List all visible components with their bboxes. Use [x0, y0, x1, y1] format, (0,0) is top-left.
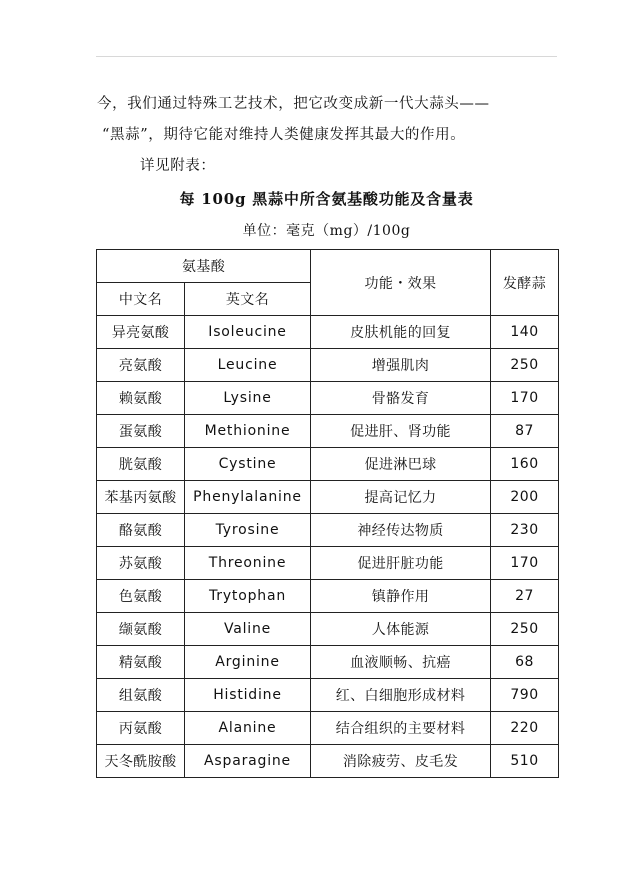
amino-english-name: Phenylalanine — [185, 481, 311, 514]
amino-chinese-name: 缬氨酸 — [97, 613, 185, 646]
amino-content-value: 220 — [491, 712, 559, 745]
amino-chinese-name: 精氨酸 — [97, 646, 185, 679]
amino-english-name: Lysine — [185, 382, 311, 415]
amino-function: 神经传达物质 — [311, 514, 491, 547]
amino-content-value: 250 — [491, 349, 559, 382]
amino-content-value: 27 — [491, 580, 559, 613]
amino-content-value: 160 — [491, 448, 559, 481]
amino-english-name: Trytophan — [185, 580, 311, 613]
amino-chinese-name: 苏氨酸 — [97, 547, 185, 580]
amino-chinese-name: 酪氨酸 — [97, 514, 185, 547]
table-body — [97, 316, 559, 778]
table-row — [97, 580, 559, 613]
header-amino-acid: 氨基酸 — [97, 250, 311, 283]
amino-english-name: Alanine — [185, 712, 311, 745]
amino-content-value: 140 — [491, 316, 559, 349]
amino-content-value: 87 — [491, 415, 559, 448]
amino-chinese-name: 胱氨酸 — [97, 448, 185, 481]
amino-chinese-name: 蛋氨酸 — [97, 415, 185, 448]
table-row — [97, 514, 559, 547]
amino-function: 骨骼发育 — [311, 382, 491, 415]
amino-acid-table — [96, 249, 559, 778]
amino-content-value: 230 — [491, 514, 559, 547]
amino-chinese-name: 丙氨酸 — [97, 712, 185, 745]
table-row — [97, 448, 559, 481]
amino-function: 增强肌肉 — [311, 349, 491, 382]
amino-english-name: Leucine — [185, 349, 311, 382]
table-row — [97, 481, 559, 514]
amino-function: 人体能源 — [311, 613, 491, 646]
table-row — [97, 613, 559, 646]
amino-english-name: Histidine — [185, 679, 311, 712]
amino-function: 镇静作用 — [311, 580, 491, 613]
amino-content-value: 790 — [491, 679, 559, 712]
table-unit: 单位：毫克（mg）/100g — [242, 223, 411, 239]
amino-function: 促进肝脏功能 — [311, 547, 491, 580]
amino-chinese-name: 组氨酸 — [97, 679, 185, 712]
table-row — [97, 646, 559, 679]
table-row — [97, 382, 559, 415]
amino-function: 消除疲劳、皮毛发 — [311, 745, 491, 778]
amino-function: 促进淋巴球 — [311, 448, 491, 481]
header-chinese-name: 中文名 — [97, 283, 185, 316]
amino-function: 红、白细胞形成材料 — [311, 679, 491, 712]
table-title: 每 100g 黑蒜中所含氨基酸功能及含量表 — [179, 190, 474, 208]
amino-english-name: Cystine — [185, 448, 311, 481]
amino-english-name: Tyrosine — [185, 514, 311, 547]
amino-english-name: Valine — [185, 613, 311, 646]
amino-function: 提高记忆力 — [311, 481, 491, 514]
amino-chinese-name: 赖氨酸 — [97, 382, 185, 415]
table-row — [97, 745, 559, 778]
amino-chinese-name: 亮氨酸 — [97, 349, 185, 382]
header-english-name: 英文名 — [185, 283, 311, 316]
table-row — [97, 712, 559, 745]
amino-content-value: 200 — [491, 481, 559, 514]
table-row — [97, 679, 559, 712]
amino-english-name: Methionine — [185, 415, 311, 448]
amino-english-name: Isoleucine — [185, 316, 311, 349]
intro-line-3: 详见附表： — [140, 158, 216, 174]
amino-function: 结合组织的主要材料 — [311, 712, 491, 745]
amino-english-name: Threonine — [185, 547, 311, 580]
amino-function: 血液顺畅、抗癌 — [311, 646, 491, 679]
amino-english-name: Arginine — [185, 646, 311, 679]
amino-content-value: 170 — [491, 547, 559, 580]
amino-english-name: Asparagine — [185, 745, 311, 778]
amino-content-value: 68 — [491, 646, 559, 679]
amino-chinese-name: 苯基丙氨酸 — [97, 481, 185, 514]
amino-function: 促进肝、肾功能 — [311, 415, 491, 448]
table-row — [97, 316, 559, 349]
amino-function: 皮肤机能的回复 — [311, 316, 491, 349]
table-row — [97, 415, 559, 448]
intro-line-1: 今，我们通过特殊工艺技术，把它改变成新一代大蒜头—— — [97, 96, 490, 112]
amino-chinese-name: 异亮氨酸 — [97, 316, 185, 349]
amino-chinese-name: 色氨酸 — [97, 580, 185, 613]
table-row — [97, 547, 559, 580]
amino-chinese-name: 天冬酰胺酸 — [97, 745, 185, 778]
amino-content-value: 510 — [491, 745, 559, 778]
amino-content-value: 250 — [491, 613, 559, 646]
table-row — [97, 349, 559, 382]
header-function: 功能・效果 — [311, 250, 491, 316]
intro-line-2: “黑蒜”，期待它能对维持人类健康发挥其最大的作用。 — [102, 127, 466, 143]
page-header-rule — [96, 56, 557, 57]
header-black-garlic: 发酵蒜 — [491, 250, 559, 316]
amino-content-value: 170 — [491, 382, 559, 415]
